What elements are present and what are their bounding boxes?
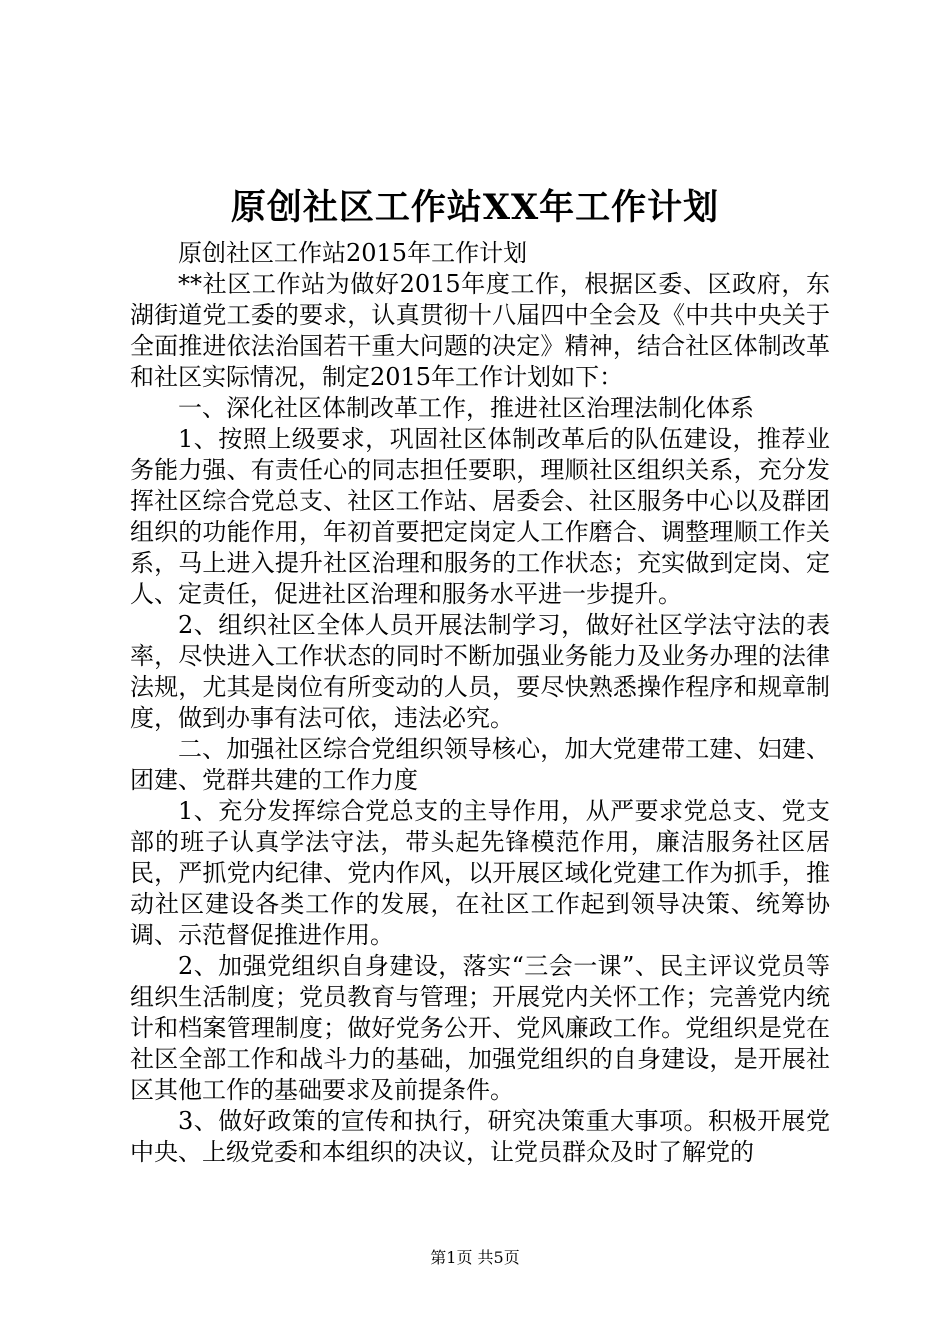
document-paragraph: 原创社区工作站2015年工作计划 <box>178 239 528 267</box>
document-paragraph: 1、按照上级要求，巩固社区体制改革后的队伍建设，推荐业务能力强、有责任心的同志担任要职，理顺社区组织关系，充分发挥社区综合党总支、社区工作站、居委会、社区服务中心以及群团组织的功能作用，年初首要把定岗定人工作磨合、调整理顺工作关系，马上进入提升社区治理和服务的工作状态；充实做到定岗、定人、定责任，促进社区治理和服务水平进一步提升。 <box>130 425 830 608</box>
document-body <box>130 238 830 1168</box>
document-title: 原创社区工作站XX年工作计划 <box>230 187 720 228</box>
document-paragraph: 3、做好政策的宣传和执行，研究决策重大事项。积极开展党中央、上级党委和本组织的决议，让党员群众及时了解党的 <box>130 1107 830 1166</box>
document-paragraph: 1、充分发挥综合党总支的主导作用，从严要求党总支、党支部的班子认真学法守法，带头起先锋模范作用，廉洁服务社区居民，严抓党内纪律、党内作风，以开展区域化党建工作为抓手，推动社区建设各类工作的发展，在社区工作起到领导决策、统筹协调、示范督促推进作用。 <box>130 797 830 949</box>
document-paragraph: 2、组织社区全体人员开展法制学习，做好社区学法守法的表率，尽快进入工作状态的同时不断加强业务能力及业务办理的法律法规，尤其是岗位有所变动的人员，要尽快熟悉操作程序和规章制度，做到办事有法可依，违法必究。 <box>130 611 830 732</box>
section-heading: 一、深化社区体制改革工作，推进社区治理法制化体系 <box>178 394 754 422</box>
document-paragraph: 2、加强党组织自身建设，落实“三会一课”、民主评议党员等组织生活制度；党员教育与管理；开展党内关怀工作；完善党内统计和档案管理制度；做好党务公开、党风廉政工作。党组织是党在社区全部工作和战斗力的基础，加强党组织的自身建设，是开展社区其他工作的基础要求及前提条件。 <box>130 952 830 1104</box>
page-number: 第1页 共5页 <box>430 1248 520 1267</box>
document-paragraph: **社区工作站为做好2015年度工作，根据区委、区政府，东湖街道党工委的要求，认真贯彻十八届四中全会及《中共中央关于全面推进依法治国若干重大问题的决定》精神，结合社区体制改革和社区实际情况，制定2015年工作计划如下： <box>130 270 830 391</box>
section-heading: 二、加强社区综合党组织领导核心，加大党建带工建、妇建、团建、党群共建的工作力度 <box>130 735 830 794</box>
